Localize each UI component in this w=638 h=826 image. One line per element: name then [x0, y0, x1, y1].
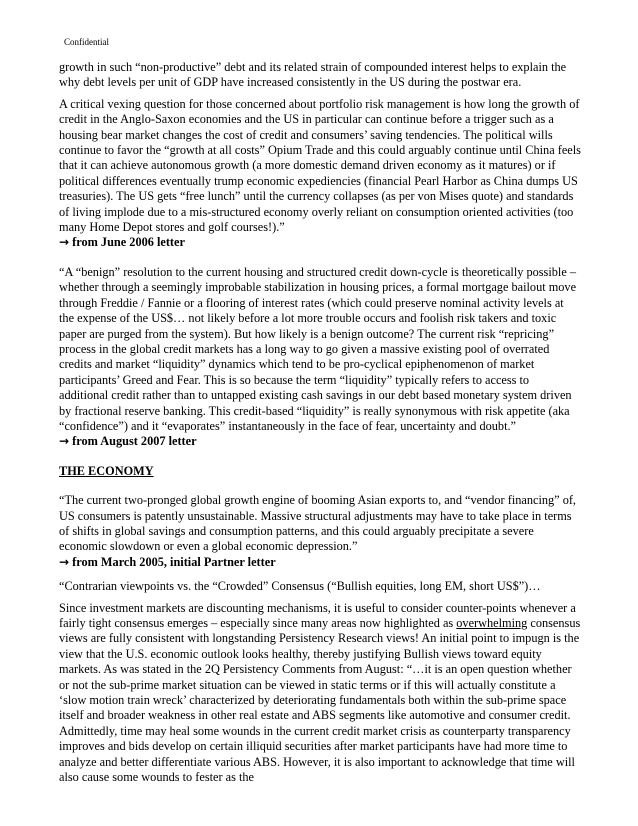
document-body	[59, 60, 581, 785]
paragraph-5: “Contrarian viewpoints vs. the “Crowded” Consensus (“Bullish equities, long EM, short US$”)…	[59, 579, 541, 594]
source-note-2	[59, 434, 581, 449]
arrow-icon: →	[59, 434, 70, 449]
paragraph-2: A critical vexing question for those concerned about portfolio risk management is how long the growth of credit in the Anglo-Saxon economies and the US in particular can continue before a trigger such as a housing bear market changes the cost of credit and consumers’ saving tendencies. The political wills continue to favor the “growth at all costs” Opium Trade and this could arguably continue until China feels that it can achieve autonomous growth (a more domestic demand driven economy as it matures) or if political differences eventually trump economic expediencies (financial Pearl Harbor as China dumps US treasuries). The US gets “free lunch” until the currency collapses (as per von Mises quote) and standards of living implode due to a mis-structured economy overly reliant on consumption oriented activities (too many Home Depot stores and golf courses!).”	[59, 96, 581, 235]
paragraph-3: “A “benign” resolution to the current housing and structured credit down-cycle is theoretically possible – whether through a seemingly improbable stabilization in housing prices, a formal mortgage bailout move through Freddie / Fannie or a flooring of interest rates (which could preserve nominal activity levels at the expense of the US$… not likely before a lot more trouble occurs and foolish risk takers and toxic paper are purged from the system). But how likely is a benign outcome? The current risk “repricing” process in the global credit markets has a long way to go given a massive existing pool of overrated credits and market “liquidity” dynamics which tend to be pro-cyclical epiphenomenon of market participants’ Greed and Fear. This is so because the term “liquidity” typically refers to access to additional credit rather than to untapped existing cash savings in our debt based monetary system driven by fractional reserve banking. This credit-based “liquidity” is really synonymous with risk appetite (aka “confidence”) and it “evaporates” instantaneously in the face of fear, uncertainty and doubt.”	[59, 264, 577, 433]
paragraph-6-part-a: Since investment markets are discounting mechanisms, it is useful to consider counter-points whenever a fairly tight consensus emerges – especially since many areas now highlighted as	[59, 600, 576, 630]
underlined-word: overwhelming	[456, 616, 528, 630]
source-note-1-text: from June 2006 letter	[72, 235, 185, 250]
paragraph-6-part-b: consensus views are fully consistent with longstanding Persistency Research views! An initial point to impugn is the view that the U.S. economic outlook looks healthy, thereby justifying Bullish views toward equity markets. As was stated in the 2Q Persistency Comments from August: “…it is an open question whether or not the sub-prime market situation can be viewed in static terms or if this will actually constitute a ‘slow motion train wreck’ characterized by deteriorating fundamentals both within the sub-prime space itself and broader weakness in other real estate and ABS segments like automotive and consumer credit. Admittedly, time may heal some wounds in the current credit market crisis as counterparty transparency improves and bids develop on certain illiquid securities after market participants have had more time to analyze and better differentiate various ABS. However, it is also important to acknowledge that time will also cause some wounds to fester as the	[59, 616, 581, 785]
arrow-icon: →	[59, 235, 70, 250]
paragraph-6	[59, 601, 581, 786]
source-note-3	[59, 555, 581, 570]
arrow-icon: →	[59, 554, 70, 569]
section-heading: THE ECONOMY	[59, 463, 154, 478]
page-header: Confidential	[64, 37, 109, 47]
source-note-1	[59, 235, 581, 250]
paragraph-1: growth in such “non-productive” debt and its related strain of compounded interest helps to explain the why debt levels per unit of GDP have increased consistently in the US during the postwar era.	[59, 60, 567, 90]
paragraph-4: “The current two-pronged global growth engine of booming Asian exports to, and “vendor financing” of, US consumers is patently unsustainable. Massive structural adjustments may have to take place in terms of shifts in global savings and consumption patterns, and this could arguably precipitate a severe economic slowdown or even a global economic depression.”	[59, 493, 577, 554]
source-note-2-text: from August 2007 letter	[72, 434, 197, 449]
source-note-3-text: from March 2005, initial Partner letter	[72, 554, 276, 569]
